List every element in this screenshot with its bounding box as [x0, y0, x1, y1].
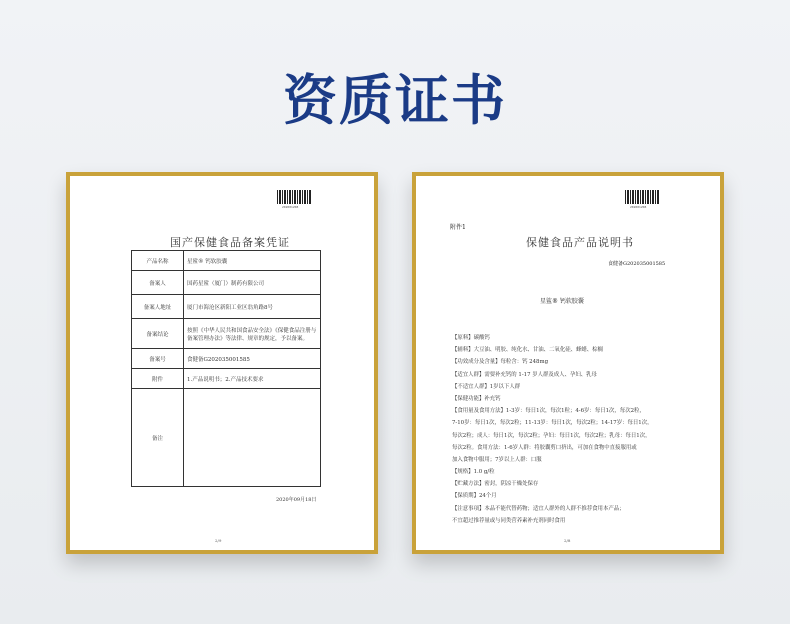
instruction-line: 【适宜人群】需要补充钙的 1-17 岁人群及成人、孕妇、乳母 [452, 371, 597, 378]
table-value: 国药星鲨（厦门）制药有限公司 [184, 271, 321, 295]
instruction-line: 每次2粒；成人：每日1次，每次2粒；孕妇：每日1次，每次2粒；乳母：每日1次， [452, 432, 651, 439]
barcode-number: 202001208 [630, 205, 647, 209]
instruction-line: 【保质期】24个月 [452, 493, 497, 500]
certificate-paper [76, 182, 368, 544]
table-key: 产品名称 [132, 251, 184, 271]
table-value: 按照《中华人民共和国食品安全法》《保健食品注册与备案管理办法》等法律、规章的规定，予以备案。 [184, 319, 321, 349]
instruction-line: 【不适宜人群】1岁以下人群 [452, 383, 521, 390]
table-key: 备案人地址 [132, 295, 184, 319]
instruction-line: 【原料】碳酸钙 [452, 335, 490, 341]
table-key: 备注 [132, 389, 184, 487]
instructions-paper [422, 182, 714, 544]
instruction-line: 7-10岁：每日1次，每次2粒；11-13岁：每日1次，每次2粒；14-17岁：每日1次， [452, 420, 653, 427]
table-key: 备案结论 [132, 319, 184, 349]
table-row [132, 349, 321, 369]
page-number: 2/8 [564, 538, 571, 543]
instruction-line: 【食用量及食用方法】1-3岁：每日1次，每次1粒；4-6岁：每日1次，每次2粒， [452, 408, 645, 415]
instruction-line: 【功效成分及含量】每粒含：钙 248mg [452, 359, 549, 366]
barcode-icon [625, 190, 659, 204]
table-row [132, 369, 321, 389]
table-row [132, 271, 321, 295]
table-row [132, 251, 321, 271]
certificate-date: 2020年09月18日 [276, 497, 317, 503]
instructions-title: 保健食品产品说明书 [526, 236, 634, 249]
certificate-frame-right [412, 172, 724, 554]
table-row [132, 295, 321, 319]
table-value [184, 389, 321, 487]
instructions-body [452, 332, 667, 527]
table-key: 备案人 [132, 271, 184, 295]
table-value: 星鲨® 钙软胶囊 [184, 251, 321, 271]
page-number: 2/9 [215, 538, 222, 543]
product-name: 星鲨® 钙软胶囊 [540, 298, 584, 305]
table-key: 备案号 [132, 349, 184, 369]
instruction-line: 【规格】1.0 g/粒 [452, 469, 495, 476]
barcode-icon [277, 190, 311, 204]
page-title: 资质证书 [283, 69, 507, 132]
table-value: 1.产品说明书；2.产品技术要求 [184, 369, 321, 389]
instruction-line: 【保健功能】补充钙 [452, 395, 501, 402]
instruction-line: 加入食物中服用；7岁以上人群：口服 [452, 456, 542, 463]
certificate-title: 国产保健食品备案凭证 [170, 236, 290, 249]
barcode-number: 202001208 [282, 205, 299, 209]
certificate-table [131, 250, 321, 487]
instruction-line: 每次2粒。食用方法：1-6岁人群：将胶囊剪口挤出，可加在食物中直接服用或 [452, 444, 637, 451]
instruction-line: 【贮藏方法】密封，阴凉干燥处保存 [452, 481, 539, 488]
instruction-line: 【辅料】大豆油、明胶、纯化水、甘油、二氧化硅、蜂蜡、棕榈 [452, 347, 603, 354]
instruction-line: 【注意事项】本品不能代替药物；适宜人群外的人群不推荐食用本产品； [452, 505, 625, 512]
table-row [132, 389, 321, 487]
table-value: 食健备G202035001585 [184, 349, 321, 369]
table-row [132, 319, 321, 349]
table-key: 附件 [132, 369, 184, 389]
instruction-line: 不宜超过推荐量或与同类营养素补充剂同时食用 [452, 517, 566, 524]
table-value: 厦门市海沧区新阳工业区翁角路8号 [184, 295, 321, 319]
certificate-frame-left [66, 172, 378, 554]
registration-number: 食健备G202035001585 [608, 261, 666, 267]
attachment-label: 附件1 [450, 224, 466, 231]
